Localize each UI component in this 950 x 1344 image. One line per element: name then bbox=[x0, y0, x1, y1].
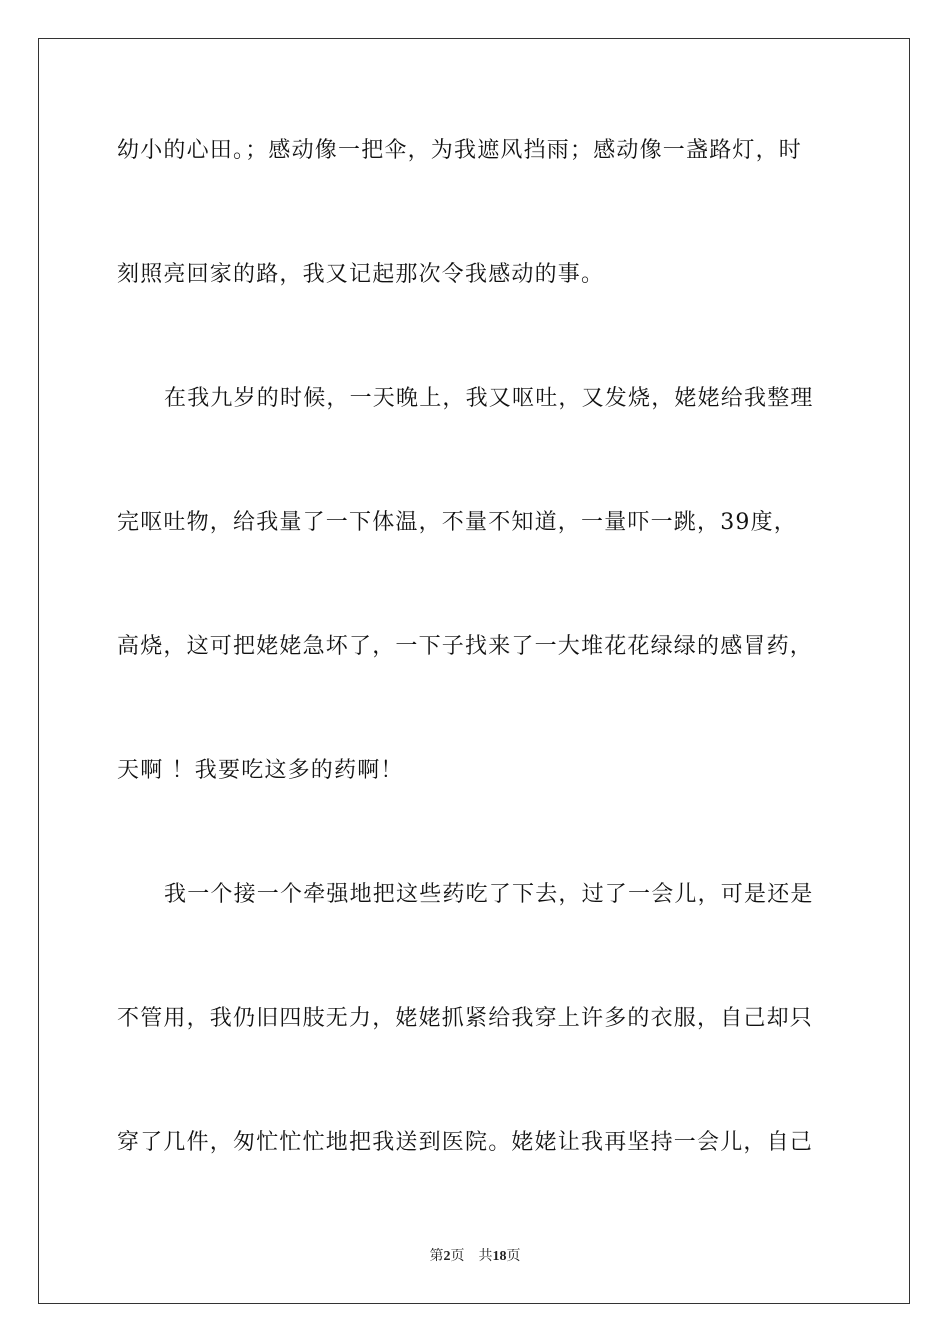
text-line-2: 刻照亮回家的路，我又记起那次令我感动的事。 bbox=[117, 262, 605, 287]
paragraph-3-line-2: 不管用，我仍旧四肢无力，姥姥抓紧给我穿上许多的衣服，自己却只 bbox=[117, 1006, 814, 1031]
page-number: 2 bbox=[443, 1249, 451, 1264]
page-prefix: 第 bbox=[429, 1249, 444, 1264]
page-border bbox=[38, 38, 910, 1304]
total-prefix: 共 bbox=[478, 1249, 493, 1264]
paragraph-2-line-4: 天啊 ！我要吃这多的药啊！ bbox=[117, 758, 404, 783]
page-footer bbox=[0, 1247, 950, 1267]
total-suffix: 页 bbox=[506, 1249, 521, 1264]
paragraph-2-line-2: 完呕吐物，给我量了一下体温，不量不知道，一量吓一跳，39度， bbox=[117, 510, 797, 535]
paragraph-3-line-1: 我一个接一个牵强地把这些药吃了下去，过了一会儿，可是还是 bbox=[164, 882, 814, 907]
total-pages: 18 bbox=[492, 1249, 507, 1264]
paragraph-2-line-1: 在我九岁的时候，一天晚上，我又呕吐，又发烧，姥姥给我整理 bbox=[164, 386, 814, 411]
text-line-1: 幼小的心田。；感动像一把伞，为我遮风挡雨；感动像一盏路灯，时 bbox=[117, 138, 803, 163]
paragraph-3-line-3: 穿了几件，匆忙忙忙地把我送到医院。姥姥让我再坚持一会儿，自己 bbox=[117, 1130, 814, 1155]
page-suffix: 页 bbox=[450, 1249, 465, 1264]
paragraph-2-line-3: 高烧，这可把姥姥急坏了，一下子找来了一大堆花花绿绿的感冒药， bbox=[117, 634, 814, 659]
